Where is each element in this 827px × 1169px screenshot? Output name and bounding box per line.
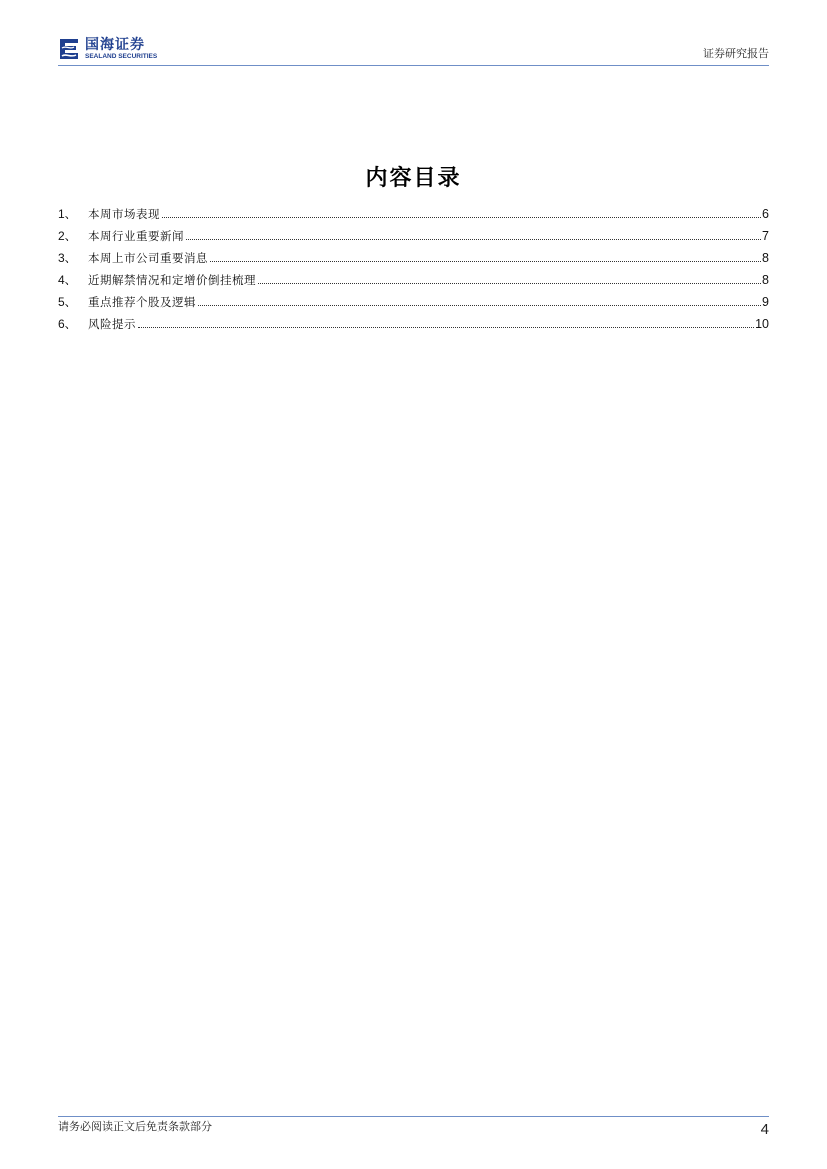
table-of-contents — [58, 203, 769, 335]
footer-divider — [58, 1116, 769, 1117]
toc-entry[interactable] — [58, 225, 769, 247]
toc-entry-title[interactable]: 本周行业重要新闻 — [88, 229, 184, 243]
toc-dot-leader — [198, 304, 761, 306]
sealand-securities-logo — [58, 37, 218, 65]
page-header — [58, 34, 769, 66]
toc-entry-title[interactable]: 本周市场表现 — [88, 207, 160, 221]
toc-dot-leader — [210, 260, 761, 262]
toc-entry[interactable] — [58, 203, 769, 225]
toc-entry-title[interactable]: 风险提示 — [88, 317, 136, 331]
toc-dot-leader — [258, 282, 761, 284]
header-divider — [58, 65, 769, 66]
report-type-label: 证券研究报告 — [703, 47, 769, 60]
toc-entry[interactable] — [58, 269, 769, 291]
toc-entry-title[interactable]: 本周上市公司重要消息 — [88, 251, 208, 265]
logo-name-cn: 国海证券 — [85, 37, 145, 53]
toc-entry-title[interactable]: 近期解禁情况和定增价倒挂梳理 — [88, 273, 256, 287]
toc-entry-page[interactable]: 8 — [762, 251, 769, 265]
sealand-logo-icon — [58, 37, 80, 61]
toc-entry-page[interactable]: 6 — [762, 207, 769, 221]
page-number: 4 — [760, 1121, 769, 1138]
disclaimer-note: 请务必阅读正文后免责条款部分 — [58, 1120, 212, 1133]
toc-entry-page[interactable]: 8 — [762, 273, 769, 287]
toc-dot-leader — [138, 326, 754, 328]
toc-entry-number: 6、 — [58, 317, 77, 331]
toc-entry-number: 2、 — [58, 229, 77, 243]
toc-dot-leader — [186, 238, 761, 240]
toc-entry-number: 3、 — [58, 251, 77, 265]
toc-entry[interactable] — [58, 313, 769, 335]
toc-entry-number: 1、 — [58, 207, 77, 221]
logo-name-en: SEALAND SECURITIES — [85, 53, 158, 60]
toc-entry[interactable] — [58, 247, 769, 269]
toc-entry-title[interactable]: 重点推荐个股及逻辑 — [88, 295, 196, 309]
toc-entry-page[interactable]: 9 — [762, 295, 769, 309]
toc-entry-number: 5、 — [58, 295, 77, 309]
toc-entry[interactable] — [58, 291, 769, 313]
toc-entry-number: 4、 — [58, 273, 77, 287]
toc-dot-leader — [162, 216, 761, 218]
toc-entry-page[interactable]: 10 — [755, 317, 769, 331]
toc-entry-page[interactable]: 7 — [762, 229, 769, 243]
toc-title: 内容目录 — [365, 166, 462, 191]
